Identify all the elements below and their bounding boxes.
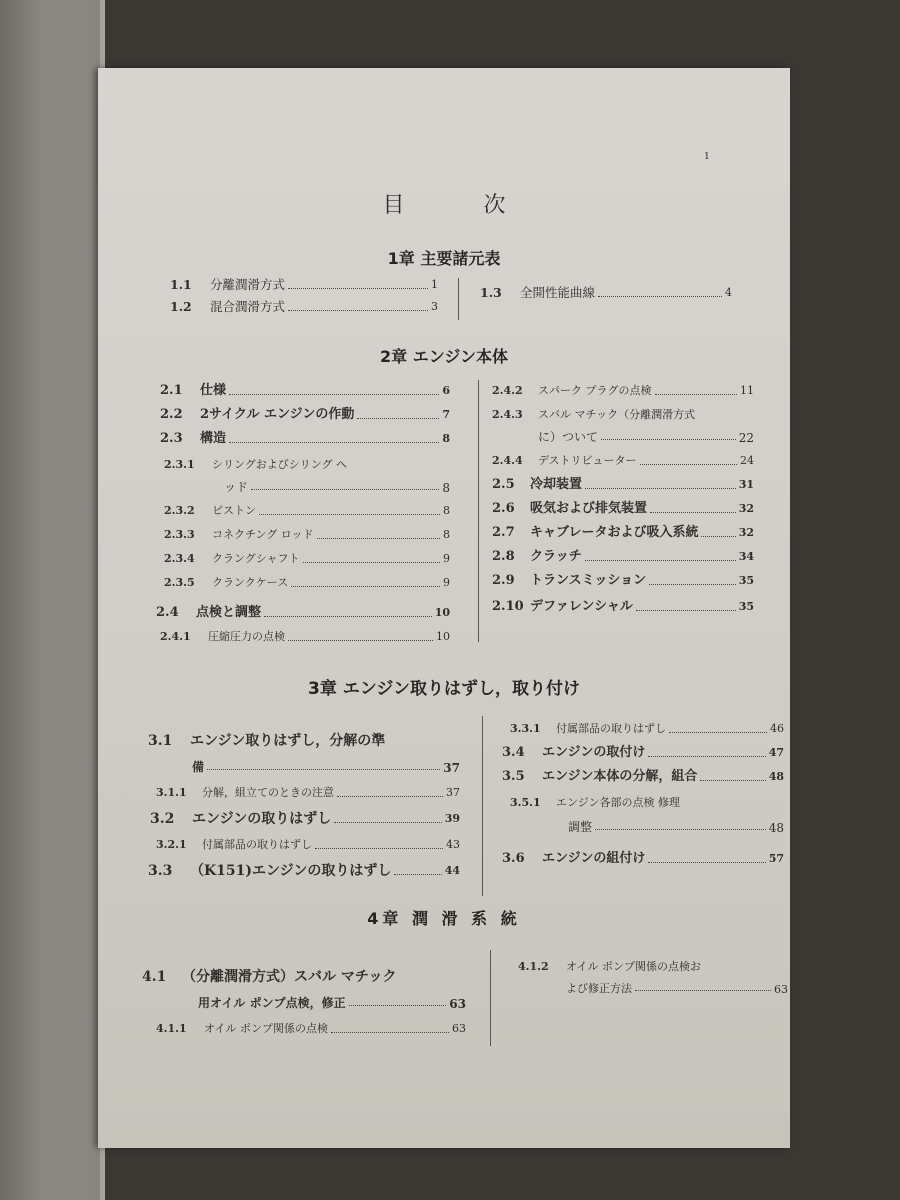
toc-entry[interactable]: 2.5 冷却装置 31 [492,477,754,492]
dot-leader [331,1032,449,1033]
entry-page: 11 [740,384,754,397]
entry-page: 9 [443,552,450,565]
toc-title: 目 次 [382,193,542,218]
toc-entry[interactable]: 3.4 エンジンの取付け 47 [502,745,784,760]
toc-entry[interactable]: 2.4.3 スバル マチック（分離潤滑方式 [492,406,754,424]
entry-title: コネクチング ロッド [212,528,314,541]
toc-entry[interactable]: 3.6 エンジンの組付け 57 [502,851,784,866]
entry-title: 点検と調整 [196,605,262,620]
dot-leader [315,848,443,849]
chapter-4-heading: 4章 潤 滑 系 統 [367,909,521,928]
entry-title: 混合潤滑方式 [210,299,286,314]
dot-leader [251,489,439,490]
entry-page: 37 [446,786,460,799]
entry-page: 32 [738,526,754,539]
toc-entry[interactable]: 1.3 全開性能曲線 4 [480,285,732,300]
entry-page: 46 [770,722,784,735]
entry-page: 8 [443,528,450,541]
dot-leader [601,439,736,440]
toc-entry-continuation: に）ついて 22 [538,430,754,445]
dot-leader [595,829,766,830]
entry-title: 付属部品の取りはずし [202,838,312,851]
entry-page: 48 [768,770,784,783]
entry-title: 構造 [200,431,227,446]
toc-entry[interactable]: 4.1.2 オイル ポンプ関係の点検お [518,958,788,976]
dot-leader [288,310,428,311]
dot-leader [288,288,428,289]
entry-title: スパーク プラグの点検 [538,384,652,397]
entry-title: 圧縮圧力の点検 [208,630,285,643]
chapter-2-heading: 2章 エンジン本体 [380,347,508,366]
toc-entry[interactable]: 2.3.1 シリングおよびシリング ヘ [164,456,450,474]
dot-leader [648,756,765,757]
entry-title: エンジン取りはずし，分解の準 [190,733,386,749]
dot-leader [701,536,735,537]
toc-entry[interactable]: 2.3.2 ピストン 8 [164,502,450,520]
entry-page: 47 [768,746,784,759]
chapter-1-heading: 1章 主要諸元表 [387,249,501,268]
chapter-3-heading: 3章 エンジン取りはずし，取り付け [308,679,580,699]
entry-page: 35 [738,574,754,587]
entry-page: 44 [444,864,460,877]
entry-title: 全開性能曲線 [520,285,596,300]
entry-title: 付属部品の取りはずし [556,722,666,735]
entry-page: 8 [443,504,450,517]
book-page [98,68,790,1148]
entry-page: 57 [768,852,784,865]
toc-entry[interactable]: 2.4 点検と調整 10 [156,605,450,620]
dot-leader [669,732,767,733]
entry-title: エンジンの取付け [542,745,646,760]
toc-entry[interactable]: 3.5.1 エンジン各部の点検 修理 [510,794,784,812]
toc-entry[interactable]: 4.1 （分離潤滑方式）スバル マチック [142,969,397,985]
dot-leader [700,780,765,781]
entry-title: クラングシャフト [212,552,300,565]
entry-title: オイル ポンプ関係の点検 [204,1022,328,1035]
entry-page: 3 [431,300,438,313]
dot-leader [317,538,440,539]
entry-page: 8 [442,432,450,445]
dot-leader [394,874,441,875]
left-page-shadow [40,0,100,1200]
toc-entry[interactable]: 1.1 分離潤滑方式 1 [170,277,438,292]
entry-title: シリングおよびシリング ヘ [212,458,348,471]
dot-leader [349,1005,447,1006]
dot-leader [648,862,765,863]
entry-title: エンジン本体の分解，組合 [542,769,698,784]
dot-leader [207,769,440,770]
toc-entry[interactable]: 2.3.5 クランクケース 9 [164,574,450,592]
dot-leader [598,296,722,297]
toc-entry[interactable]: 3.3 （K151)エンジンの取りはずし 44 [148,863,460,879]
toc-entry[interactable]: 2.2 2サイクル エンジンの作動 7 [160,407,450,422]
toc-entry-continuation: 用オイル ポンプ点検，修正 63 [198,996,466,1011]
entry-title: エンジン各部の点検 修理 [556,796,680,809]
dot-leader [650,512,736,513]
entry-title: クランクケース [212,576,289,589]
dot-leader [585,560,736,561]
toc-entry[interactable]: 2.3.4 クラングシャフト 9 [164,550,450,568]
toc-entry[interactable]: 2.7 キャブレータおよび吸入系統 32 [492,525,754,540]
entry-title: エンジンの組付け [542,851,646,866]
dot-leader [303,562,440,563]
page-number: 1 [704,152,710,162]
entry-page: 10 [436,630,450,643]
toc-entry[interactable]: 2.6 吸気および排気装置 32 [492,501,754,516]
toc-entry[interactable]: 3.2.1 付属部品の取りはずし 43 [156,836,460,854]
entry-title: 分離潤滑方式 [210,277,286,292]
toc-entry[interactable]: 2.3 構造 8 [160,431,450,446]
entry-page: 24 [740,454,754,467]
dot-leader [649,584,736,585]
toc-entry-continuation: 調整 48 [568,820,784,835]
entry-title: 仕様 [200,383,227,398]
dot-leader [636,610,736,611]
dot-leader [229,442,439,443]
entry-title: デファレンシャル [530,599,633,614]
entry-page: 9 [443,576,450,589]
toc-entry[interactable]: 2.4.2 スパーク プラグの点検 11 [492,382,754,400]
toc-entry-continuation: 備 37 [192,760,460,775]
toc-entry[interactable]: 4.1.1 オイル ポンプ関係の点検 63 [156,1020,466,1038]
toc-entry[interactable]: 2.9 トランスミッション 35 [492,573,754,588]
column-divider [478,380,479,642]
toc-entry[interactable]: 3.1.1 分解，組立てのときの注意 37 [156,784,460,802]
toc-entry[interactable]: 3.3.1 付属部品の取りはずし 46 [510,720,784,738]
entry-title: 冷却装置 [530,477,583,492]
entry-page: 43 [446,838,460,851]
entry-page: 32 [738,502,754,515]
entry-page: 31 [738,478,754,491]
entry-title: 2サイクル エンジンの作動 [200,407,355,422]
dot-leader [357,418,439,419]
toc-entry[interactable]: 2.3.3 コネクチング ロッド 8 [164,526,450,544]
dot-leader [635,990,771,991]
entry-title: スバル マチック（分離潤滑方式 [538,408,696,421]
entry-page: 35 [738,600,754,613]
entry-title: エンジンの取りはずし [192,811,332,827]
column-divider [482,716,483,896]
column-divider [490,950,491,1046]
entry-title: キャブレータおよび吸入系統 [530,525,699,540]
dot-leader [264,616,432,617]
entry-title: クラッチ [530,549,582,564]
dot-leader [640,464,737,465]
dot-leader [291,586,440,587]
entry-title: （K151)エンジンの取りはずし [190,863,392,879]
toc-entry[interactable]: 1.2 混合潤滑方式 3 [170,299,438,314]
toc-entry-continuation: ッド 8 [224,480,450,495]
entry-page: 34 [738,550,754,563]
entry-page: 1 [431,278,438,291]
dot-leader [655,394,738,395]
entry-title: （分離潤滑方式）スバル マチック [182,969,397,985]
entry-title: オイル ポンプ関係の点検お [566,960,701,973]
entry-page: 4 [725,286,732,299]
column-divider [458,278,459,320]
entry-page: 63 [452,1022,466,1035]
dot-leader [337,796,443,797]
toc-entry[interactable]: 2.8 クラッチ 34 [492,549,754,564]
dot-leader [585,488,736,489]
toc-entry[interactable]: 3.2 エンジンの取りはずし 39 [150,811,460,827]
entry-title: 吸気および排気装置 [530,501,648,516]
entry-page: 10 [434,606,450,619]
toc-entry[interactable]: 2.1 仕様 6 [160,383,450,398]
dot-leader [288,640,433,641]
entry-title: ピストン [212,504,256,517]
entry-page: 7 [442,408,450,421]
dot-leader [334,822,441,823]
toc-entry[interactable]: 3.1 エンジン取りはずし，分解の準 [148,733,386,749]
toc-entry-continuation: よび修正方法 63 [566,982,788,996]
dot-leader [259,514,440,515]
toc-entry[interactable]: 2.4.4 デストリビューター 24 [492,452,754,470]
toc-entry[interactable]: 2.4.1 圧縮圧力の点検 10 [160,628,450,646]
toc-entry[interactable]: 3.5 エンジン本体の分解，組合 48 [502,769,784,784]
entry-title: トランスミッション [530,573,647,588]
toc-entry[interactable]: 2.10 デファレンシャル 35 [492,599,754,614]
entry-title: 分解，組立てのときの注意 [202,786,334,799]
entry-page: 39 [444,812,460,825]
dot-leader [229,394,439,395]
entry-title: デストリビューター [538,454,637,467]
entry-page: 6 [442,384,450,397]
